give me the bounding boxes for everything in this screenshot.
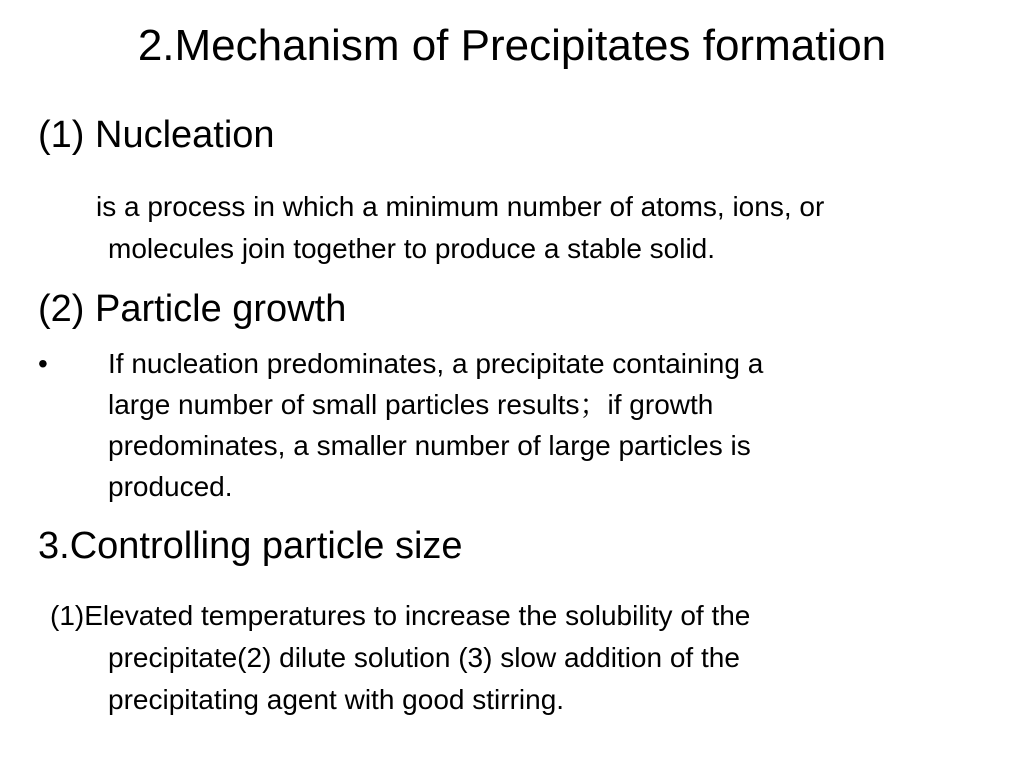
controlling-size-text: [38, 595, 998, 721]
bullet-icon: •: [38, 348, 48, 379]
growth-line-4: produced.: [108, 471, 233, 502]
slide-title: 2.Mechanism of Precipitates formation: [137, 21, 887, 70]
growth-line-3: predominates, a smaller number of large particles is: [108, 430, 751, 461]
growth-line-2: large number of small particles results；if growth: [108, 389, 714, 420]
particle-growth-text: [38, 343, 998, 507]
particle-growth-bullet: [38, 343, 998, 507]
section-heading-controlling-size: 3.Controlling particle size: [38, 525, 463, 567]
nucleation-line-1: is a process in which a minimum number of atoms, ions, or: [96, 191, 825, 222]
nucleation-definition: [38, 186, 998, 270]
growth-line-1: If nucleation predominates, a precipitate containing a: [108, 348, 764, 379]
controlling-line-2: precipitate(2) dilute solution (3) slow addition of the: [108, 642, 740, 673]
section-heading-nucleation: (1) Nucleation: [38, 114, 275, 156]
section-heading-particle-growth: (2) Particle growth: [38, 288, 347, 330]
controlling-line-3: precipitating agent with good stirring.: [108, 684, 565, 715]
controlling-line-1: (1)Elevated temperatures to increase the solubility of the: [50, 600, 751, 631]
nucleation-line-2: molecules join together to produce a stable solid.: [108, 233, 716, 264]
